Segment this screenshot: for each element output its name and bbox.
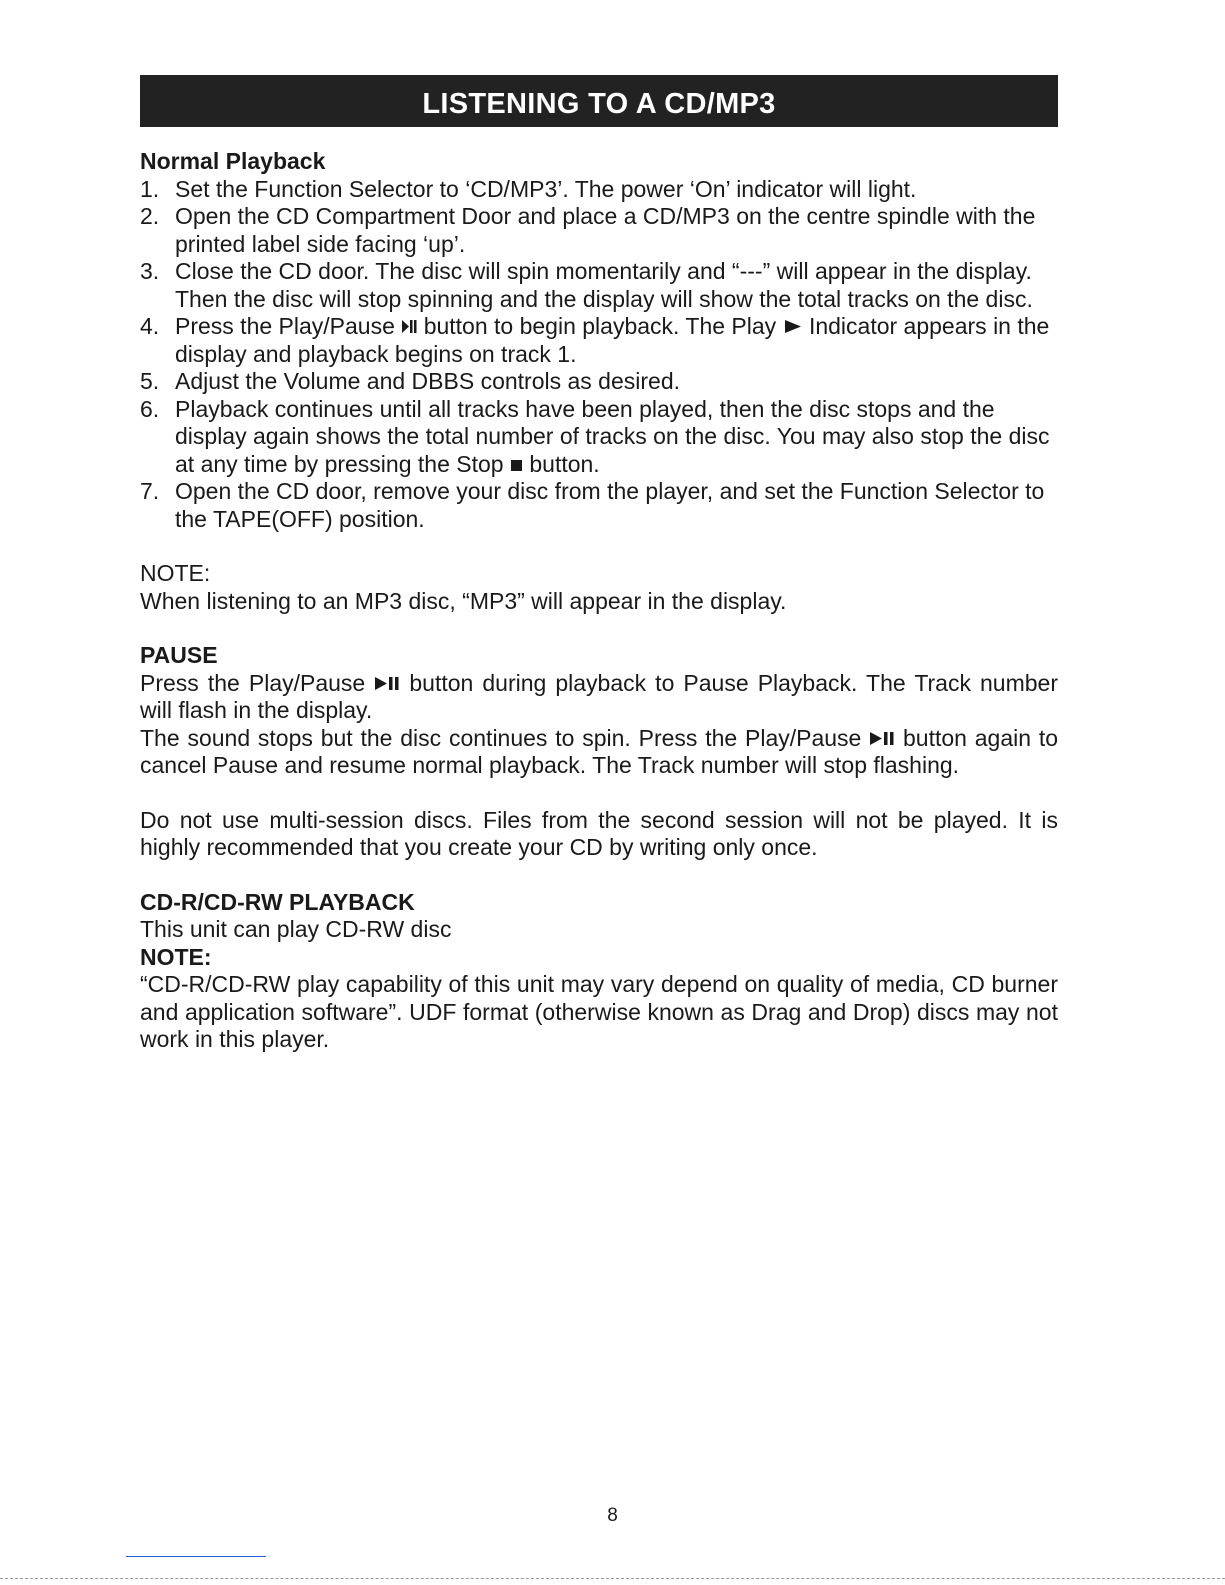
mp3-note <box>140 560 1058 615</box>
playback-steps-list <box>140 176 1058 534</box>
step-item <box>140 478 1058 533</box>
section-banner <box>140 75 1058 127</box>
cdrw-note-text: “CD-R/CD-RW play capability of this unit may vary depend on quality of media, CD burner and application software”. UDF format (otherwise known as Drag and Drop) discs may not work in this player. <box>140 971 1058 1052</box>
normal-playback-heading: Normal Playback <box>140 148 326 174</box>
step-text: Press the Play/Pause <box>175 313 395 339</box>
note-label: NOTE: <box>140 560 211 586</box>
step-text: Close the CD door. The disc will spin momentarily and “---” will appear in the display. Then the disc will stop spinning and the display will show the total tracks on the disc. <box>175 258 1033 312</box>
step-text: Open the CD door, remove your disc from the player, and set the Function Selector to the TAPE(OFF) position. <box>175 478 1045 532</box>
footer-rule <box>0 1578 1225 1579</box>
footer-underline <box>126 1556 266 1557</box>
step-item <box>140 313 1058 368</box>
cdrw-heading: CD-R/CD-RW PLAYBACK <box>140 888 415 915</box>
step-item <box>140 396 1058 479</box>
pause-text: button again to cancel Pause and resume normal playback. The Track number will stop flashing. <box>140 724 1059 778</box>
multisession-warning: Do not use multi-session discs. Files from the second session will not be played. It is highly recommended that you create your CD by writing only once. <box>140 806 1058 860</box>
step-item <box>140 368 1058 396</box>
step-number: 7. <box>140 478 160 504</box>
normal-playback-section <box>140 148 1058 533</box>
banner-title: LISTENING TO A CD/MP3 <box>422 88 776 120</box>
step-text: Adjust the Volume and DBBS controls as desired. <box>175 368 681 394</box>
step-number: 2. <box>140 203 160 229</box>
pause-heading: PAUSE <box>140 642 218 668</box>
manual-page <box>140 75 1058 1054</box>
pause-section <box>140 642 1058 780</box>
step-text: Open the CD Compartment Door and place a CD/MP3 on the centre spindle with the printed label side facing ‘up’. <box>175 203 1036 257</box>
pause-text: The sound stops but the disc continues to spin. Press the Play/Pause <box>140 724 862 751</box>
stop-icon <box>510 459 523 472</box>
step-text: Indicator appears in the display and playback begins on track 1. <box>175 313 1050 367</box>
step-number: 5. <box>140 368 160 394</box>
cdrw-note-label: NOTE: <box>140 943 212 970</box>
step-number: 6. <box>140 395 160 422</box>
note-text: When listening to an MP3 disc, “MP3” will appear in the display. <box>140 587 787 614</box>
step-text: Set the Function Selector to ‘CD/MP3’. The power ‘On’ indicator will light. <box>175 175 917 202</box>
step-number: 1. <box>140 175 160 202</box>
step-text: Playback continues until all tracks have been played, then the disc stops and the display again shows the total number of tracks on the disc. You may also stop the disc at any time by pressing the Stop <box>175 395 1050 477</box>
step-text: button. <box>529 450 600 477</box>
page-number: 8 <box>607 1505 618 1526</box>
step-item <box>140 176 1058 204</box>
cdrw-section <box>140 889 1058 1054</box>
pause-text: Press the Play/Pause <box>140 669 366 696</box>
cdrw-line: This unit can play CD-RW disc <box>140 916 452 942</box>
play-icon <box>783 319 803 334</box>
pause-paragraph <box>140 670 1058 725</box>
pause-text: button during playback to Pause Playback. The Track number will flash in the display. <box>140 669 1059 723</box>
play-pause-icon <box>869 731 895 746</box>
step-text: button to begin playback. The Play <box>423 313 777 339</box>
pause-paragraph <box>140 725 1058 780</box>
step-item <box>140 258 1058 313</box>
step-number: 3. <box>140 258 160 284</box>
step-number: 4. <box>140 313 160 339</box>
play-pause-icon <box>374 676 400 691</box>
play-pause-icon <box>401 319 417 334</box>
step-item <box>140 203 1058 258</box>
